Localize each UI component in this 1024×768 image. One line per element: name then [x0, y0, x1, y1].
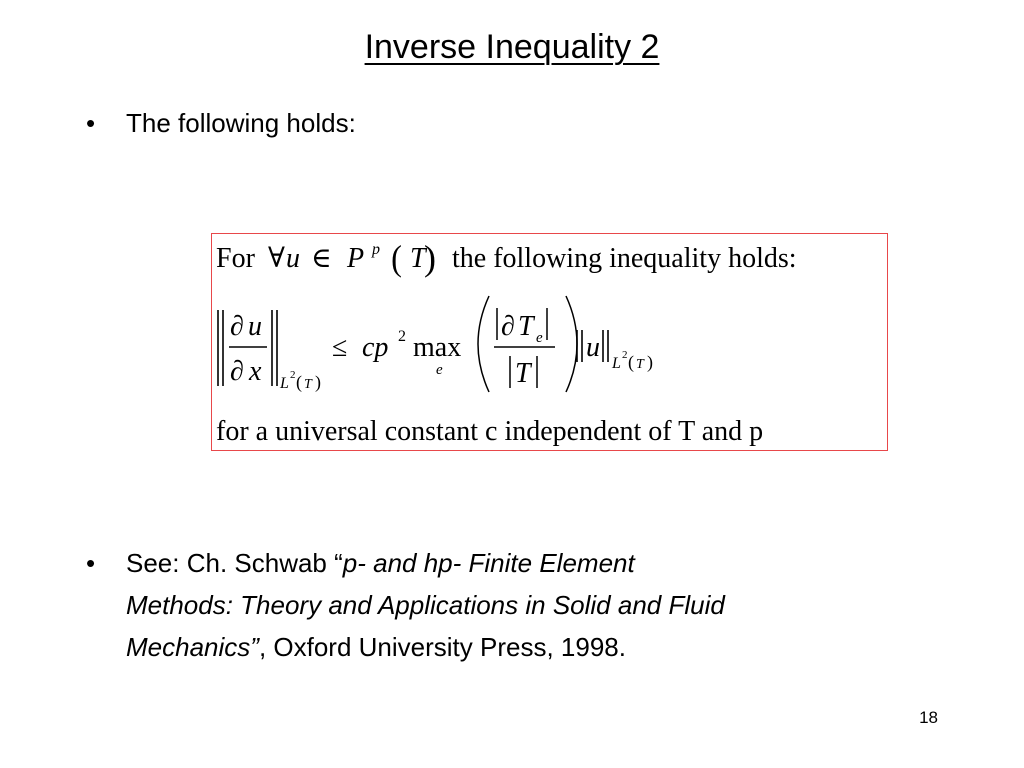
subscript-right-paren: ): [647, 352, 653, 372]
norm-subscript-2: 2: [622, 349, 628, 361]
bullet-marker: •: [86, 108, 96, 138]
p-squared-exponent: 2: [398, 328, 406, 345]
reference-publisher: , Oxford University Press, 1998.: [258, 632, 626, 662]
max-operator: max: [413, 332, 462, 363]
u-variable: u: [286, 243, 300, 274]
bullet-marker: •: [86, 548, 96, 578]
bullet-text: The following holds:: [126, 108, 356, 138]
reference-title-part-2: Methods: Theory and Applications in Solid and Fluid: [126, 590, 725, 620]
left-paren: (: [391, 238, 402, 279]
less-equal-symbol: ≤: [332, 332, 348, 363]
norm-subscript-2: 2: [290, 369, 296, 381]
boundary-T: T: [518, 311, 534, 342]
norm-subscript-L: L: [280, 375, 289, 392]
formula-line-2: [218, 296, 653, 393]
subscript-left-paren: (: [628, 352, 634, 372]
denominator-x: x: [249, 356, 262, 387]
reference-author: See: Ch. Schwab “: [126, 548, 343, 578]
subscript-left-paren: (: [296, 372, 302, 392]
forall-symbol: ∀: [268, 243, 285, 274]
reference-text: [126, 542, 725, 668]
reference-title-part-1: p- and hp- Finite Element: [342, 548, 635, 578]
boundary-subscript-e: e: [536, 330, 543, 346]
big-right-paren: [566, 296, 577, 392]
norm-subscript-L: L: [612, 355, 621, 372]
degree-p-superscript: p: [372, 241, 380, 258]
page-number: 18: [919, 708, 938, 727]
element-T: T: [410, 243, 426, 274]
holds-text: the following inequality holds:: [452, 243, 797, 274]
big-left-paren: [478, 296, 489, 392]
cp-term: cp: [362, 332, 389, 363]
inverse-inequality-formula-box: [211, 233, 888, 451]
formula-line-1: [216, 238, 797, 278]
subscript-T: T: [304, 377, 312, 392]
formula-footer-text: for a universal constant c independent of T and p: [216, 416, 764, 447]
polynomial-space-P: P: [347, 243, 365, 274]
partial-symbol: ∂: [501, 311, 515, 342]
subscript-right-paren: ): [315, 372, 321, 392]
subscript-T: T: [636, 357, 644, 372]
denominator-T: T: [515, 358, 531, 389]
partial-symbol: ∂: [230, 311, 244, 342]
inverse-inequality-formula: [212, 234, 889, 452]
max-subscript-e: e: [436, 362, 443, 378]
right-paren: ): [424, 238, 436, 278]
reference-title-part-3: Mechanics”: [126, 632, 259, 662]
for-word: For: [216, 243, 255, 274]
partial-symbol: ∂: [230, 356, 244, 387]
reference-line-1: [126, 542, 725, 584]
slide-title: Inverse Inequality 2: [364, 28, 660, 66]
numerator-u: u: [248, 311, 262, 342]
element-of-symbol: ∈: [311, 243, 332, 274]
reference-line-2: [126, 584, 725, 626]
reference-line-3: [126, 626, 725, 668]
norm-u: u: [586, 332, 600, 363]
